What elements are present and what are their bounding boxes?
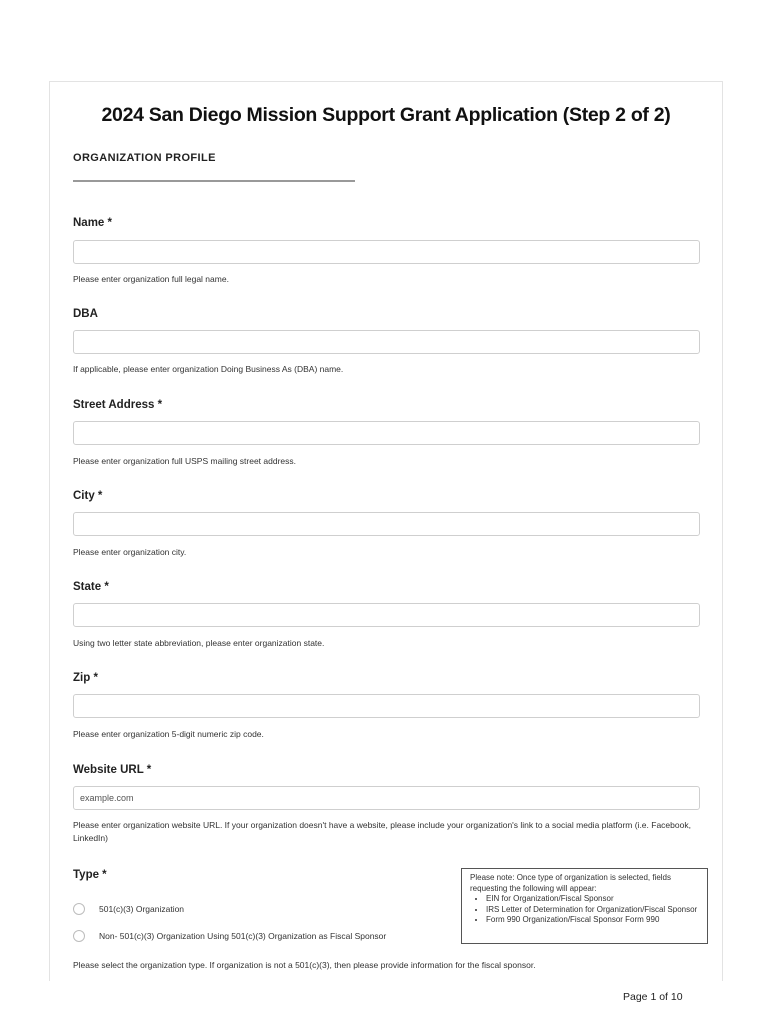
city-help: Please enter organization city. <box>73 547 187 557</box>
dba-input[interactable] <box>73 330 700 354</box>
type-note-item: • Form 990 Organization/Fiscal Sponsor Form 990 <box>486 915 699 926</box>
type-note-intro: Please note: Once type of organization is selected, fields requesting the following will appear: <box>470 873 672 893</box>
type-option-label: 501(c)(3) Organization <box>99 904 185 914</box>
section-divider <box>73 180 355 182</box>
form-title: 2024 San Diego Mission Support Grant Application (Step 2 of 2) <box>101 104 671 126</box>
state-input[interactable] <box>73 603 700 627</box>
type-note-item: • EIN for Organization/Fiscal Sponsor <box>486 894 699 905</box>
dba-help: If applicable, please enter organization Doing Business As (DBA) name. <box>73 364 344 374</box>
website-url-help: Please enter organization website URL. If your organization doesn't have a website, please include your organization's link to a social media platform (i.e. Facebook, LinkedIn) <box>73 820 691 843</box>
name-label: Name * <box>73 217 112 229</box>
state-help: Using two letter state abbreviation, please enter organization state. <box>73 638 325 648</box>
zip-help: Please enter organization 5-digit numeric zip code. <box>73 729 264 739</box>
type-note-list <box>470 894 699 926</box>
name-input[interactable] <box>73 240 700 264</box>
street-address-help: Please enter organization full USPS mailing street address. <box>73 456 297 466</box>
website-url-label: Website URL * <box>73 764 152 776</box>
city-label: City * <box>73 490 103 502</box>
city-input[interactable] <box>73 512 700 536</box>
type-note-item: • IRS Letter of Determination for Organization/Fiscal Sponsor <box>486 905 699 916</box>
state-label: State * <box>73 581 109 593</box>
website-url-input[interactable]: example.com <box>73 786 700 810</box>
dba-label: DBA <box>73 308 98 320</box>
street-address-label: Street Address * <box>73 399 163 411</box>
form-card <box>49 81 723 981</box>
type-note-box <box>461 868 708 944</box>
street-address-input[interactable] <box>73 421 700 445</box>
page-number: Page 1 of 10 <box>623 991 683 1003</box>
zip-label: Zip * <box>73 672 98 684</box>
type-option-501c3[interactable] <box>73 903 184 915</box>
zip-input[interactable] <box>73 694 700 718</box>
name-help: Please enter organization full legal name. <box>73 274 229 284</box>
radio-button[interactable] <box>73 930 85 942</box>
section-heading: ORGANIZATION PROFILE <box>73 152 216 164</box>
type-label: Type * <box>73 869 107 881</box>
radio-button[interactable] <box>73 903 85 915</box>
type-option-fiscal-sponsor[interactable] <box>73 930 386 942</box>
type-help: Please select the organization type. If organization is not a 501(c)(3), then please provide information for the fiscal sponsor. <box>73 960 536 970</box>
type-option-label: Non- 501(c)(3) Organization Using 501(c)(3) Organization as Fiscal Sponsor <box>99 931 387 941</box>
